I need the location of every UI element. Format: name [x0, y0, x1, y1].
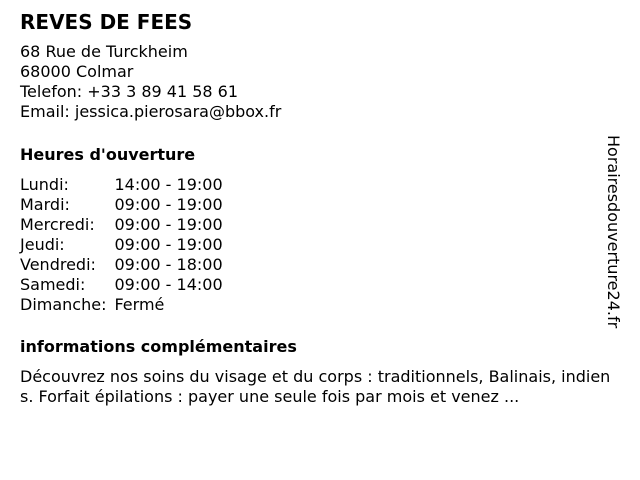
hours-row — [20, 255, 223, 275]
day-label: Lundi: — [20, 175, 69, 194]
additional-info-text: Découvrez nos soins du visage et du corps : traditionnels, Balinais, indiens. Forfait épilations : payer une seule fois par mois et venez ... — [20, 367, 611, 406]
time-range: 09:00 - 19:00 — [114, 215, 223, 234]
address-city: 68000 Colmar — [20, 62, 134, 81]
hours-row — [20, 295, 223, 315]
email-line: Email: jessica.pierosara@bbox.fr — [20, 102, 282, 121]
day-label: Jeudi: — [20, 235, 65, 254]
day-label: Samedi: — [20, 275, 86, 294]
business-card — [20, 10, 620, 407]
opening-hours-table — [20, 175, 223, 315]
hours-row — [20, 175, 223, 195]
day-label: Mercredi: — [20, 215, 95, 234]
contact-block — [20, 42, 620, 122]
time-range: 09:00 - 19:00 — [114, 235, 223, 254]
hours-row — [20, 275, 223, 295]
hours-row — [20, 215, 223, 235]
address-street: 68 Rue de Turckheim — [20, 42, 188, 61]
additional-info-heading: informations complémentaires — [20, 337, 297, 356]
opening-hours-heading: Heures d'ouverture — [20, 145, 196, 164]
hours-row — [20, 195, 223, 215]
time-range: 09:00 - 18:00 — [114, 255, 223, 274]
phone-line: Telefon: +33 3 89 41 58 61 — [20, 82, 239, 101]
shop-name: REVES DE FEES — [20, 10, 193, 34]
day-label: Dimanche: — [20, 295, 107, 314]
time-range: 14:00 - 19:00 — [114, 175, 223, 194]
day-label: Vendredi: — [20, 255, 96, 274]
day-label: Mardi: — [20, 195, 70, 214]
site-watermark: Horairesdouverture24.fr — [604, 135, 623, 329]
hours-row — [20, 235, 223, 255]
time-range: 09:00 - 14:00 — [114, 275, 223, 294]
time-range: 09:00 - 19:00 — [114, 195, 223, 214]
time-range: Fermé — [114, 295, 165, 314]
